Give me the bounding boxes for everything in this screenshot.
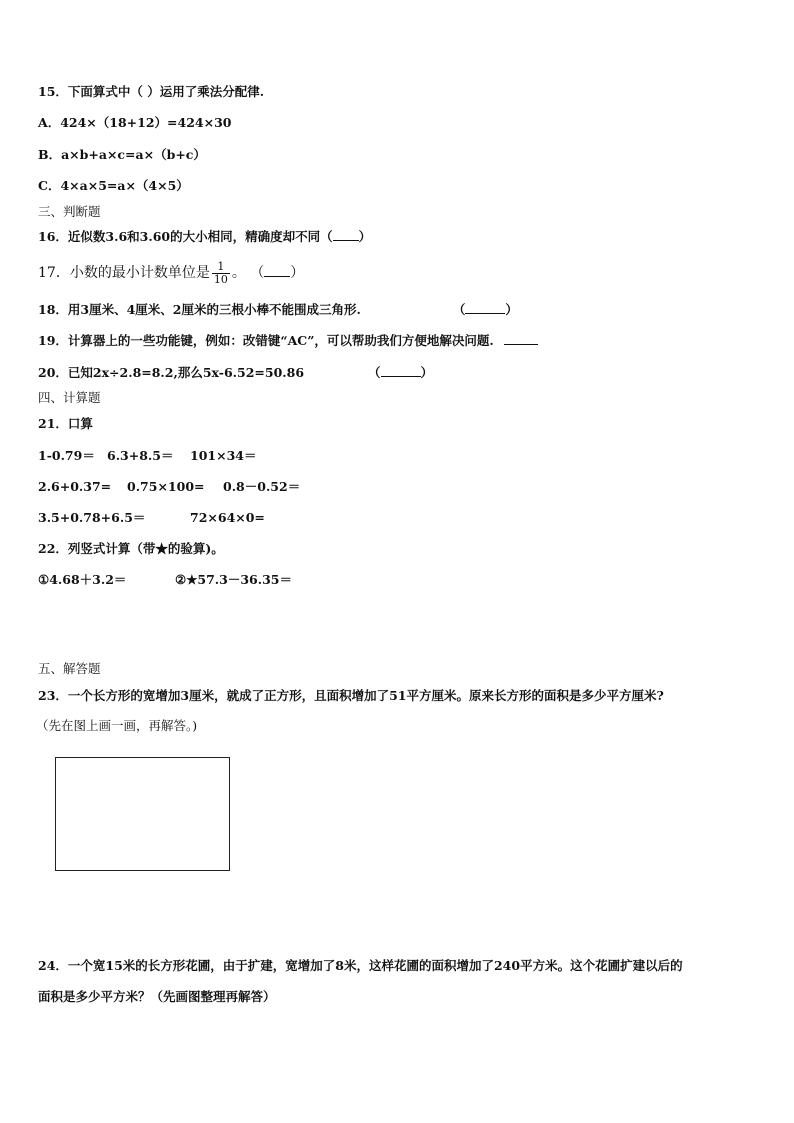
- q21-stem: 21．口算: [38, 416, 93, 431]
- q21-item: 0.8－0.52＝: [223, 479, 301, 494]
- q18-close: ）: [505, 302, 518, 317]
- q20-open: （: [368, 365, 381, 380]
- q23-hint: （先在图上画一画，再解答。): [36, 718, 198, 733]
- q16: [38, 229, 371, 245]
- section-5-heading: 五、解答题: [38, 661, 101, 676]
- q20-blank[interactable]: [381, 376, 421, 377]
- section-3-heading: 三、判断题: [38, 204, 101, 219]
- q16-blank[interactable]: [333, 240, 359, 241]
- q15-option-b: B．a×b+a×c=a×（b+c）: [38, 147, 206, 162]
- q15-stem: 15．下面算式中（ ）运用了乘法分配律.: [38, 84, 265, 99]
- q22-stem: 22．列竖式计算（带★的验算)。: [38, 541, 224, 556]
- q21-item: 1-0.79＝: [38, 448, 95, 463]
- q20-text: 20．已知2x÷2.8=8.2,那么5x-6.52=50.86: [38, 365, 305, 380]
- q17-close: ）: [290, 265, 305, 281]
- q24-text-line-1: 24．一个宽15米的长方形花圃，由于扩建，宽增加了8米，这样花圃的面积增加了240平方米。这个花圃扩建以后的: [38, 958, 683, 973]
- q18-text: 18．用3厘米、4厘米、2厘米的三根小棒不能围成三角形.: [38, 302, 361, 317]
- q16-close: ）: [358, 229, 372, 244]
- q23-text: 23．一个长方形的宽增加3厘米，就成了正方形，且面积增加了51平方厘米。原来长方形的面积是多少平方厘米?: [38, 688, 664, 703]
- q22-item-b: ②★57.3－36.35＝: [175, 572, 292, 587]
- q18: [38, 302, 518, 318]
- q15-option-c: C．4×a×5=a×（4×5）: [38, 178, 189, 193]
- q22-item-a: ①4.68＋3.2＝: [38, 572, 127, 587]
- section-4-heading: 四、计算题: [38, 390, 101, 405]
- q17-text: 17．小数的最小计数单位是: [38, 265, 210, 281]
- q17-blank[interactable]: [264, 276, 290, 277]
- q24-text-line-2: 面积是多少平方米？（先画图整理再解答）: [38, 989, 276, 1004]
- q16-text: 16．近似数3.6和3.60的大小相同，精确度却不同（: [38, 229, 333, 244]
- q21-item: 101×34＝: [190, 448, 257, 463]
- q15-option-a: A．424×（18+12）=424×30: [38, 115, 232, 130]
- q18-blank[interactable]: [465, 313, 505, 314]
- q17: [38, 258, 304, 288]
- q21-item: 3.5+0.78+6.5＝: [38, 510, 146, 525]
- q17-tail: 。 （: [231, 265, 265, 281]
- q19: [38, 333, 538, 349]
- q21-item: 0.75×100=: [127, 479, 205, 494]
- q18-open: （: [452, 302, 466, 317]
- q20-close: ）: [420, 365, 434, 380]
- q17-fraction: [212, 261, 230, 286]
- q21-item: 72×64×0=: [190, 510, 265, 525]
- q17-fraction-denominator: 10: [213, 272, 228, 286]
- q21-item: 6.3+8.5＝: [107, 448, 174, 463]
- q23-rectangle-diagram: [55, 757, 230, 871]
- q19-blank[interactable]: [504, 344, 538, 345]
- q17-fraction-numerator: 1: [217, 259, 225, 273]
- q19-text: 19．计算器上的一些功能键，例如：改错键“AC”，可以帮助我们方便地解决问题.: [38, 333, 494, 348]
- q20: [38, 365, 433, 381]
- q21-item: 2.6+0.37=: [38, 479, 112, 494]
